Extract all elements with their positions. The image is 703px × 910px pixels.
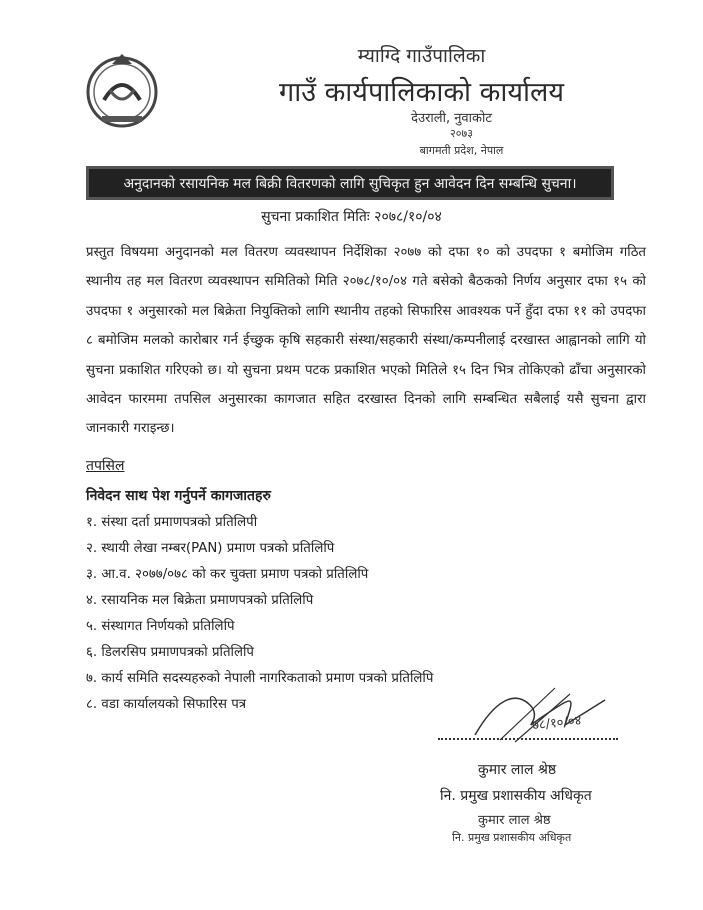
details-section-title: तपसिल	[86, 458, 125, 474]
office-address: देउराली, नुवाकोट	[411, 111, 492, 126]
signer-title: नि. प्रमुख प्रशासकीय अधिकृत	[440, 788, 592, 804]
notice-body: प्रस्तुत विषयमा अनुदानको मल वितरण व्यवस्थापन निर्देशिका २०७७ को दफा १० को उपदफा १ बमोजिम गठित स्थानीय तह मल वितरण व्यवस्थापन समितिको मिति २०७८/१०/०४ गते बसेको बैठकको निर्णय अनुसार दफा १५ को उपदफा १ अनुसारको मल बिक्रेता नियुक्तिको लागि स्थानीय तहको सिफारिस आवश्यक पर्ने हुँदा दफा ११ को उपदफा ८ बमोजिम मलको कारोबार गर्न ईच्छुक कृषि सहकारी संस्था/सहकारी संस्था/कम्पनीलाई दरखास्त आह्वानको लागि यो सुचना प्रकाशित गरिएको छ। यो सुचना प्रथम पटक प्रकाशित भएको मितिले १५ दिन भित्र तोकिएको ढाँचा अनुसारको आवेदन फारममा तपसिल अनुसारका कागजात सहित दरखास्त दिनको लागि सम्बन्धित सबैलाई यसै सुचना द्वारा जानकारी गराइन्छ।	[86, 245, 646, 437]
document-item: ८. वडा कार्यालयको सिफारिस पत्र	[86, 697, 247, 712]
stamp-title: नि. प्रमुख प्रशासकीय अधिकृत	[452, 831, 572, 844]
document-item: ४. रसायनिक मल बिक्रेता प्रमाणपत्रको प्रतिलिपि	[86, 593, 314, 608]
document-item: ३. आ.व. २०७७/०७८ को कर चुक्ता प्रमाण पत्रको प्रतिलिपि	[86, 567, 369, 582]
publish-date: सुचना प्रकाशित मितिः २०७८/१०/०४	[261, 209, 442, 225]
signer-name: कुमार लाल श्रेष्ठ	[478, 762, 557, 778]
notice-subject-text: अनुदानको रसायनिक मल बिक्री वितरणको लागि सुचिकृत हुन आवेदन दिन सम्बन्धि सुचना।	[123, 175, 577, 192]
municipality-name: म्याग्दि गाउँपालिका	[357, 45, 486, 67]
document-item: ६. डिलरसिप प्रमाणपत्रको प्रतिलिपि	[86, 645, 254, 660]
document-item: १. संस्था दर्ता प्रमाणपत्रको प्रतिलिपी	[86, 515, 258, 530]
signature-line	[438, 738, 618, 740]
stamp-name: कुमार लाल श्रेष्ठ	[478, 813, 551, 828]
required-documents-list	[86, 510, 433, 718]
province-name: बागमती प्रदेश, नेपाल	[419, 144, 504, 157]
signature-date: ७८/१०/०४	[531, 713, 583, 734]
document-item: २. स्थायी लेखा नम्बर(PAN) प्रमाण पत्रको प्रतिलिपि	[86, 541, 335, 556]
notice-subject-banner	[86, 166, 614, 200]
document-item: ७. कार्य समिति सदस्यहरुको नेपाली नागरिकताको प्रमाण पत्रको प्रतिलिपि	[86, 671, 434, 686]
office-name: गाउँ कार्यपालिकाको कार्यालय	[279, 77, 564, 108]
document-item: ५. संस्थागत निर्णयको प्रतिलिपि	[86, 619, 235, 634]
established-year: २०७३	[450, 127, 473, 140]
required-documents-heading: निवेदन साथ पेश गर्नुपर्ने कागजातहरु	[86, 488, 271, 504]
